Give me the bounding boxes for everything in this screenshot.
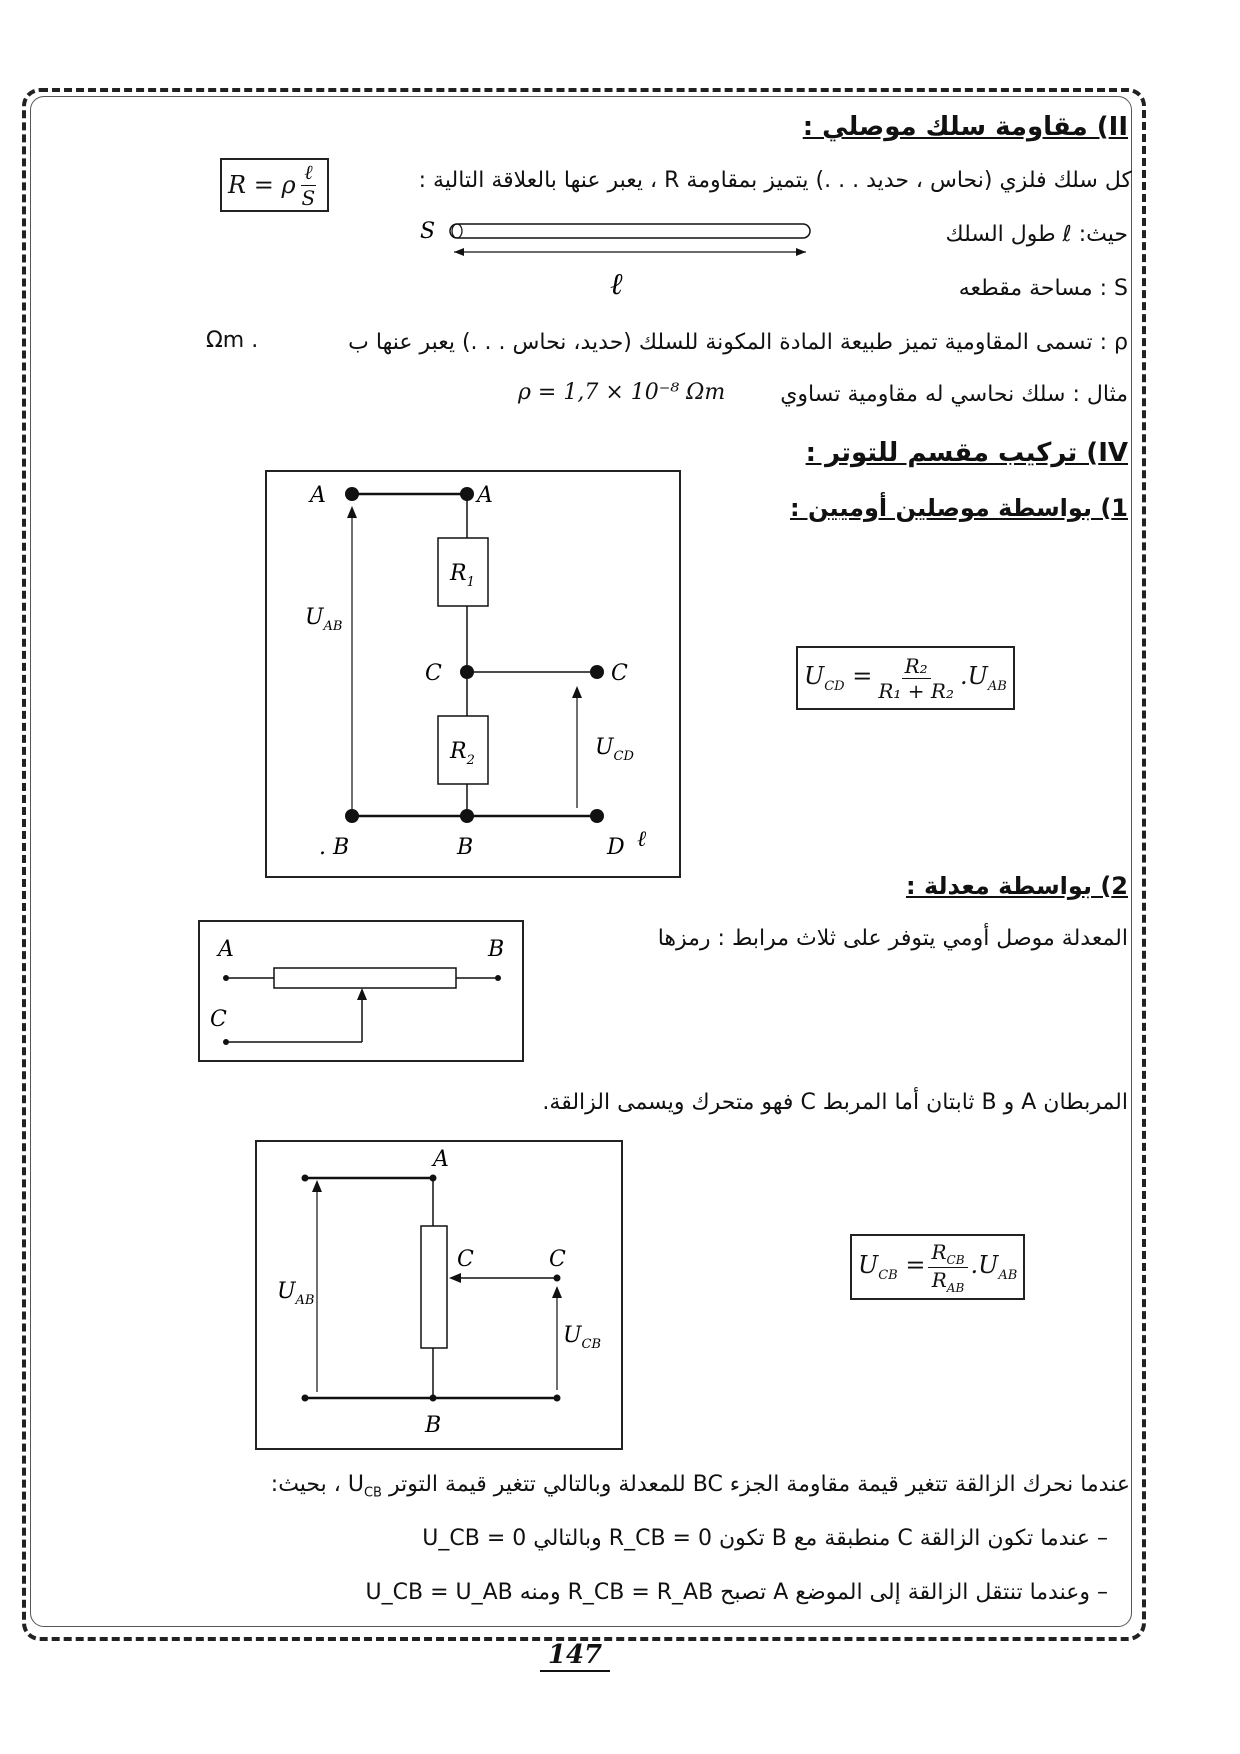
wire-body	[450, 224, 810, 238]
formula-ucd-box	[796, 646, 1015, 710]
resistance-formula-box	[220, 158, 329, 212]
formula-fraction	[299, 160, 319, 210]
wire-label-l: ℓ	[610, 267, 623, 302]
circuit1-svg	[267, 472, 679, 876]
label-a-right: A	[477, 483, 493, 508]
rheostat-body	[274, 968, 456, 988]
label-c-left: C	[425, 661, 442, 686]
node-b-left	[345, 809, 359, 823]
rheostat-text: المعدلة موصل أومي يتوفر على ثلاث مرابط : رمزها	[657, 926, 1128, 951]
subtitle-rheostat: 2) بواسطة معدلة :	[906, 872, 1128, 900]
formula-ucb-rhs: $.U_{AB}$	[970, 1251, 1018, 1283]
rho-unit: Ωm .	[206, 328, 259, 353]
label-ell: ℓ	[637, 827, 647, 852]
label-uab: $U_{AB}$	[305, 605, 343, 634]
formula-ucb-box	[850, 1234, 1025, 1300]
label-b-left: . B	[319, 835, 350, 860]
node-c-right	[590, 665, 604, 679]
label-r1: $R_1$	[450, 561, 475, 590]
rheostat-label-b: B	[488, 937, 505, 962]
subtitle-two-resistors: 1) بواسطة موصلين أوميين :	[790, 494, 1128, 522]
example-label: مثال : سلك نحاسي له مقاومية تساوي	[780, 382, 1128, 407]
label-b-mid: B	[457, 835, 474, 860]
c2-label-c-out: C	[549, 1247, 566, 1272]
c2-label-a: A	[433, 1147, 449, 1172]
formula-lhs: R = ρ	[228, 171, 296, 199]
formula-ucb-lhs: $U_{CB}$ =	[858, 1251, 926, 1283]
node-c-left	[460, 665, 474, 679]
label-d: D	[607, 835, 625, 860]
where-area: S : مساحة مقطعه	[958, 276, 1128, 301]
circuit-two-resistors	[265, 470, 681, 878]
arrowhead-uab	[347, 506, 357, 518]
node-a-left	[345, 487, 359, 501]
example-value: ρ = 1,7 × 10⁻⁸ Ωm	[518, 380, 726, 405]
rheostat-vertical	[421, 1226, 447, 1348]
bullet-slider-at-a: – وعندما تنتقل الزالقة إلى الموضع A تصبح R_CB = R_AB ومنه U_CB = U_AB	[365, 1580, 1108, 1605]
wire-label-S: S	[420, 219, 436, 244]
c2-label-c-in: C	[457, 1247, 474, 1272]
rheostat-label-c: C	[210, 1007, 227, 1032]
circuit-rheostat	[255, 1140, 623, 1450]
wire-section	[452, 224, 462, 238]
fixed-terminals-text: المربطان A و B ثابتان أما المربط C فهو متحرك ويسمى الزالقة.	[542, 1090, 1128, 1115]
c2-label-uab: $U_{AB}$	[277, 1279, 315, 1308]
c2-label-b: B	[425, 1413, 442, 1438]
intro-text: كل سلك فلزي (نحاس ، حديد . . .) يتميز بمقاومة R ، يعبر عنها بالعلاقة التالية :	[418, 168, 1132, 193]
wire-diagram	[410, 212, 830, 302]
formula-num: ℓ	[301, 160, 315, 186]
section-title-resistance: II) مقاومة سلك موصلي :	[802, 112, 1128, 142]
c2-label-ucb: $U_{CB}$	[563, 1323, 602, 1352]
page-number: 147	[540, 1640, 610, 1672]
arrowhead-left	[454, 248, 464, 256]
bullet-slider-at-b: – عندما تكون الزالقة C منطبقة مع B تكون R_CB = 0 وبالتالي U_CB = 0	[422, 1526, 1108, 1551]
formula-ucd-fraction: $\frac{\text{R₂}}{\text{R₁ + R₂}}$	[878, 653, 954, 703]
label-a-left: A	[310, 483, 326, 508]
where-length: حيث: ℓ طول السلك	[945, 222, 1128, 247]
rheostat-symbol	[198, 920, 524, 1062]
node-b-mid	[460, 809, 474, 823]
label-ucd: $U_{CD}$	[595, 735, 634, 764]
formula-ucd-lhs: $U_{CD}$ =	[804, 662, 873, 694]
label-c-right: C	[611, 661, 628, 686]
formula-den: S	[301, 186, 316, 210]
arrowhead-right	[796, 248, 806, 256]
move-text: عندما نحرك الزالقة تتغير قيمة مقاومة الجزء BC للمعدلة وبالتالي تتغير قيمة التوتر $U_{CB}$ ، بحيث:	[270, 1472, 1130, 1501]
arrowhead-ucd	[572, 686, 582, 698]
node-a-right	[460, 487, 474, 501]
formula-ucd-rhs: $.U_{AB}$	[959, 662, 1007, 694]
label-r2: $R_2$	[450, 739, 475, 768]
section-title-divider: IV) تركيب مقسم للتوتر :	[805, 438, 1128, 468]
rheostat-label-a: A	[218, 937, 234, 962]
formula-ucb-fraction: $\frac{R_{CB}}{R_{AB}}$	[928, 1240, 967, 1295]
node-d	[590, 809, 604, 823]
where-rho: ρ : تسمى المقاومية تميز طبيعة المادة المكونة للسلك (حديد، نحاس . . .) يعبر عنها ب	[348, 330, 1128, 355]
